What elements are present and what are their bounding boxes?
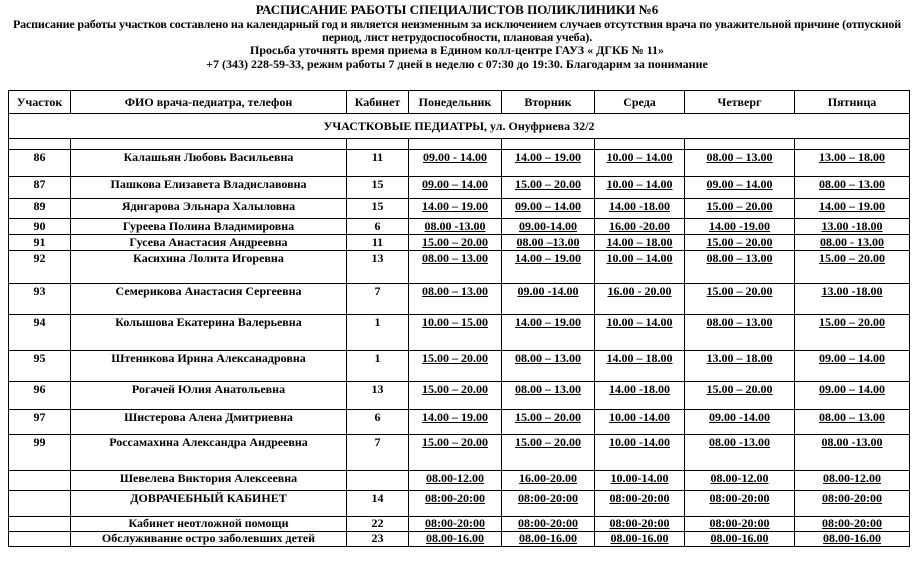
cell-friday: 13.00 – 18.00 bbox=[795, 150, 910, 177]
cell-tuesday: 08.00 – 13.00 bbox=[502, 382, 595, 410]
table-row bbox=[9, 177, 910, 199]
cell-doctor: Рогачей Юлия Анатольевна bbox=[71, 382, 347, 410]
cell-monday: 10.00 – 15.00 bbox=[409, 315, 502, 351]
cell-cabinet: 15 bbox=[347, 199, 409, 219]
cell-cabinet: 1 bbox=[347, 351, 409, 382]
cell-wednesday: 10.00 – 14.00 bbox=[595, 251, 685, 284]
cell-tuesday: 08.00 –13.00 bbox=[502, 235, 595, 251]
cell-cabinet bbox=[347, 471, 409, 491]
document-title: РАСПИСАНИЕ РАБОТЫ СПЕЦИАЛИСТОВ ПОЛИКЛИНИКИ №6 bbox=[255, 2, 659, 17]
cell-thursday: 09.00 -14.00 bbox=[685, 410, 795, 435]
cell-wednesday: 10.00 – 14.00 bbox=[595, 150, 685, 177]
table-row bbox=[9, 491, 910, 517]
cell-monday: 15.00 – 20.00 bbox=[409, 435, 502, 471]
cell-doctor: Ядигарова Эльнара Халыловна bbox=[71, 199, 347, 219]
cell-tuesday: 15.00 – 20.00 bbox=[502, 435, 595, 471]
cell-monday: 08:00-20:00 bbox=[409, 517, 502, 532]
cell-uchastok: 97 bbox=[9, 410, 71, 435]
cell-uchastok bbox=[9, 517, 71, 532]
cell-wednesday: 14.00 -18.00 bbox=[595, 382, 685, 410]
table-row bbox=[9, 351, 910, 382]
schedule-table bbox=[8, 90, 910, 547]
col-header-uchastok: Участок bbox=[9, 91, 71, 114]
cell-cabinet: 1 bbox=[347, 315, 409, 351]
notice-line-1: Расписание работы участков составлено на календарный год и является неизменным за исключением случаев отсутствия врача по уважительной причине (отпускной bbox=[12, 16, 902, 31]
cell-wednesday: 10.00 – 14.00 bbox=[595, 177, 685, 199]
cell-doctor: Касихина Лолита Игоревна bbox=[71, 251, 347, 284]
cell-uchastok: 91 bbox=[9, 235, 71, 251]
cell-cabinet: 11 bbox=[347, 235, 409, 251]
cell-thursday: 08.00-12.00 bbox=[685, 471, 795, 491]
cell-wednesday: 08:00-20:00 bbox=[595, 491, 685, 517]
cell-monday: 09.00 – 14.00 bbox=[409, 177, 502, 199]
cell-uchastok: 87 bbox=[9, 177, 71, 199]
cell-doctor: Калашьян Любовь Васильевна bbox=[71, 150, 347, 177]
cell-friday: 13.00 -18.00 bbox=[795, 284, 910, 315]
cell-tuesday: 08.00-16.00 bbox=[502, 532, 595, 547]
cell-thursday: 09.00 – 14.00 bbox=[685, 177, 795, 199]
cell-wednesday: 14.00 – 18.00 bbox=[595, 235, 685, 251]
cell-cabinet: 15 bbox=[347, 177, 409, 199]
cell-wednesday: 10.00 -14.00 bbox=[595, 435, 685, 471]
table-row bbox=[9, 150, 910, 177]
cell-wednesday: 14.00 – 18.00 bbox=[595, 351, 685, 382]
cell-doctor: Пашкова Елизавета Владиславовна bbox=[71, 177, 347, 199]
table-row bbox=[9, 517, 910, 532]
cell-cabinet: 13 bbox=[347, 251, 409, 284]
cell-doctor: Семерикова Анастасия Сергеевна bbox=[71, 284, 347, 315]
cell-uchastok: 96 bbox=[9, 382, 71, 410]
cell-cabinet: 7 bbox=[347, 435, 409, 471]
cell-tuesday: 08:00-20:00 bbox=[502, 491, 595, 517]
document-header bbox=[0, 0, 914, 71]
cell-doctor: Шистерова Алена Дмитриевна bbox=[71, 410, 347, 435]
col-header-monday: Понедельник bbox=[409, 91, 502, 114]
cell-wednesday: 10.00 -14.00 bbox=[595, 410, 685, 435]
cell-doctor: Гуреева Полина Владимировна bbox=[71, 219, 347, 235]
cell-uchastok: 94 bbox=[9, 315, 71, 351]
spacer-row bbox=[9, 139, 910, 150]
notice-line-3: Просьба уточнять время приема в Едином колл-центре ГАУЗ « ДГКБ № 11» bbox=[249, 43, 664, 58]
cell-tuesday: 14.00 – 19.00 bbox=[502, 150, 595, 177]
cell-doctor: Штеникова Ирина Алексанадровна bbox=[71, 351, 347, 382]
cell-tuesday: 15.00 – 20.00 bbox=[502, 177, 595, 199]
cell-tuesday: 08.00 – 13.00 bbox=[502, 351, 595, 382]
cell-wednesday: 08:00-20:00 bbox=[595, 517, 685, 532]
cell-cabinet: 14 bbox=[347, 491, 409, 517]
cell-thursday: 08:00-20:00 bbox=[685, 517, 795, 532]
cell-thursday: 08.00-16.00 bbox=[685, 532, 795, 547]
table-row bbox=[9, 199, 910, 219]
section-row bbox=[9, 114, 910, 139]
cell-uchastok: 93 bbox=[9, 284, 71, 315]
cell-tuesday: 09.00 -14.00 bbox=[502, 284, 595, 315]
cell-wednesday: 16.00 -20.00 bbox=[595, 219, 685, 235]
cell-doctor: Кабинет неотложной помощи bbox=[71, 517, 347, 532]
cell-friday: 08.00-16.00 bbox=[795, 532, 910, 547]
cell-uchastok: 99 bbox=[9, 435, 71, 471]
cell-uchastok: 90 bbox=[9, 219, 71, 235]
col-header-wednesday: Среда bbox=[595, 91, 685, 114]
cell-monday: 08.00-16.00 bbox=[409, 532, 502, 547]
col-header-friday: Пятница bbox=[795, 91, 910, 114]
table-row bbox=[9, 284, 910, 315]
cell-wednesday: 14.00 -18.00 bbox=[595, 199, 685, 219]
cell-thursday: 08.00 – 13.00 bbox=[685, 315, 795, 351]
col-header-tuesday: Вторник bbox=[502, 91, 595, 114]
cell-tuesday: 14.00 – 19.00 bbox=[502, 251, 595, 284]
cell-cabinet: 13 bbox=[347, 382, 409, 410]
section-title: УЧАСТКОВЫЕ ПЕДИАТРЫ, ул. Онуфриева 32/2 bbox=[9, 114, 910, 139]
table-row bbox=[9, 532, 910, 547]
cell-thursday: 15.00 – 20.00 bbox=[685, 382, 795, 410]
col-header-doctor: ФИО врача-педиатра, телефон bbox=[71, 91, 347, 114]
cell-friday: 08:00-20:00 bbox=[795, 517, 910, 532]
cell-cabinet: 11 bbox=[347, 150, 409, 177]
cell-friday: 08.00 – 13.00 bbox=[795, 410, 910, 435]
cell-tuesday: 08:00-20:00 bbox=[502, 517, 595, 532]
cell-friday: 13.00 -18.00 bbox=[795, 219, 910, 235]
col-header-thursday: Четверг bbox=[685, 91, 795, 114]
cell-thursday: 08.00 – 13.00 bbox=[685, 251, 795, 284]
table-row bbox=[9, 315, 910, 351]
cell-friday: 08.00 -13.00 bbox=[795, 435, 910, 471]
cell-doctor: Россамахина Александра Андреевна bbox=[71, 435, 347, 471]
cell-friday: 15.00 – 20.00 bbox=[795, 251, 910, 284]
cell-tuesday: 09.00 – 14.00 bbox=[502, 199, 595, 219]
cell-thursday: 15.00 – 20.00 bbox=[685, 284, 795, 315]
cell-monday: 08.00 -13.00 bbox=[409, 219, 502, 235]
cell-tuesday: 09.00-14.00 bbox=[502, 219, 595, 235]
table-row bbox=[9, 410, 910, 435]
cell-friday: 08.00-12.00 bbox=[795, 471, 910, 491]
cell-thursday: 15.00 – 20.00 bbox=[685, 235, 795, 251]
cell-friday: 09.00 – 14.00 bbox=[795, 351, 910, 382]
cell-doctor: Обслуживание остро заболевших детей bbox=[71, 532, 347, 547]
cell-wednesday: 16.00 - 20.00 bbox=[595, 284, 685, 315]
cell-wednesday: 08.00-16.00 bbox=[595, 532, 685, 547]
cell-uchastok: 92 bbox=[9, 251, 71, 284]
cell-thursday: 13.00 – 18.00 bbox=[685, 351, 795, 382]
cell-cabinet: 23 bbox=[347, 532, 409, 547]
cell-monday: 08:00-20:00 bbox=[409, 491, 502, 517]
cell-monday: 14.00 – 19.00 bbox=[409, 410, 502, 435]
table-row bbox=[9, 235, 910, 251]
table-row bbox=[9, 251, 910, 284]
cell-doctor: Гусева Анастасия Андреевна bbox=[71, 235, 347, 251]
cell-thursday: 14.00 -19.00 bbox=[685, 219, 795, 235]
cell-thursday: 15.00 – 20.00 bbox=[685, 199, 795, 219]
cell-tuesday: 15.00 – 20.00 bbox=[502, 410, 595, 435]
table-header-row bbox=[9, 91, 910, 114]
cell-friday: 08.00 - 13.00 bbox=[795, 235, 910, 251]
table-row bbox=[9, 382, 910, 410]
cell-wednesday: 10.00 – 14.00 bbox=[595, 315, 685, 351]
cell-monday: 08.00 – 13.00 bbox=[409, 284, 502, 315]
cell-uchastok bbox=[9, 491, 71, 517]
table-row bbox=[9, 471, 910, 491]
cell-cabinet: 6 bbox=[347, 410, 409, 435]
table-row bbox=[9, 219, 910, 235]
cell-friday: 08.00 – 13.00 bbox=[795, 177, 910, 199]
notice-line-2: период, лист нетрудоспособности, плановая учеба). bbox=[321, 29, 593, 44]
col-header-cabinet: Кабинет bbox=[347, 91, 409, 114]
cell-doctor: ДОВРАЧЕБНЫЙ КАБИНЕТ bbox=[71, 491, 347, 517]
cell-friday: 14.00 – 19.00 bbox=[795, 199, 910, 219]
cell-friday: 08:00-20:00 bbox=[795, 491, 910, 517]
cell-monday: 15.00 – 20.00 bbox=[409, 235, 502, 251]
cell-uchastok bbox=[9, 471, 71, 491]
cell-thursday: 08.00 -13.00 bbox=[685, 435, 795, 471]
cell-tuesday: 14.00 – 19.00 bbox=[502, 315, 595, 351]
table-row bbox=[9, 435, 910, 471]
cell-cabinet: 7 bbox=[347, 284, 409, 315]
cell-monday: 08.00 – 13.00 bbox=[409, 251, 502, 284]
cell-monday: 15.00 – 20.00 bbox=[409, 351, 502, 382]
cell-thursday: 08.00 – 13.00 bbox=[685, 150, 795, 177]
cell-friday: 09.00 – 14.00 bbox=[795, 382, 910, 410]
cell-cabinet: 22 bbox=[347, 517, 409, 532]
cell-tuesday: 16.00-20.00 bbox=[502, 471, 595, 491]
cell-doctor: Шевелева Виктория Алексеевна bbox=[71, 471, 347, 491]
cell-wednesday: 10.00-14.00 bbox=[595, 471, 685, 491]
cell-uchastok: 86 bbox=[9, 150, 71, 177]
notice-line-4: +7 (343) 228-59-33, режим работы 7 дней в неделю с 07:30 до 19:30. Благодарим за понимание bbox=[206, 56, 708, 71]
cell-uchastok bbox=[9, 532, 71, 547]
cell-doctor: Колышова Екатерина Валерьевна bbox=[71, 315, 347, 351]
cell-thursday: 08:00-20:00 bbox=[685, 491, 795, 517]
cell-friday: 15.00 – 20.00 bbox=[795, 315, 910, 351]
cell-monday: 09.00 - 14.00 bbox=[409, 150, 502, 177]
cell-uchastok: 95 bbox=[9, 351, 71, 382]
cell-uchastok: 89 bbox=[9, 199, 71, 219]
cell-cabinet: 6 bbox=[347, 219, 409, 235]
cell-monday: 15.00 – 20.00 bbox=[409, 382, 502, 410]
cell-monday: 14.00 – 19.00 bbox=[409, 199, 502, 219]
cell-monday: 08.00-12.00 bbox=[409, 471, 502, 491]
